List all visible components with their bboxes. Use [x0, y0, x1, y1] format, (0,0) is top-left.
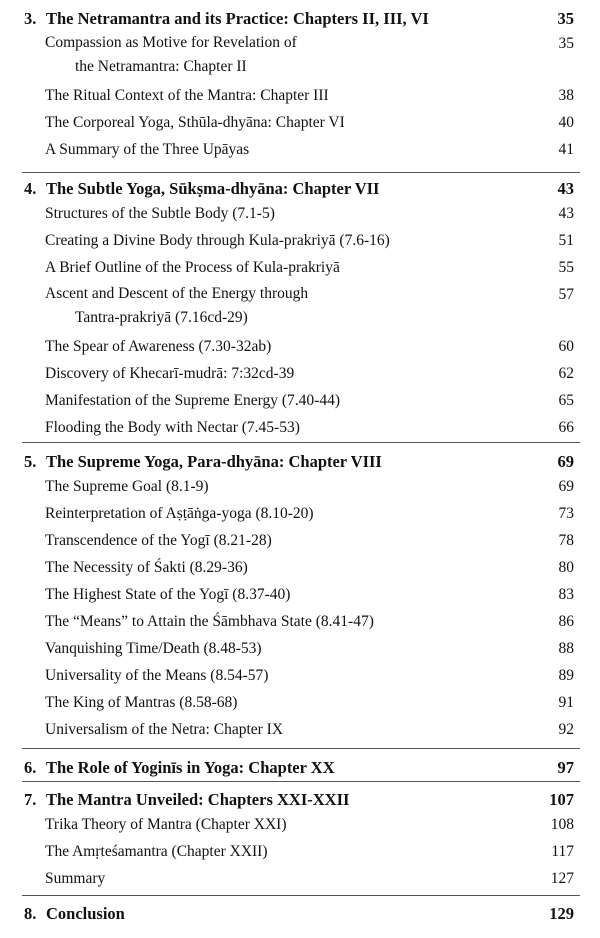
toc-entry [0, 333, 600, 360]
toc-entry [0, 109, 600, 136]
entry-title: The Highest State of the Yogī (8.37-40) [45, 586, 291, 603]
page-number: 117 [551, 843, 574, 860]
page-number: 69 [558, 478, 574, 495]
toc-entry [0, 865, 600, 892]
entry-title: The Necessity of Śakti (8.29-36) [45, 559, 248, 576]
chapter-number: 4. [24, 179, 37, 198]
chapter-title: The Supreme Yoga, Para-dhyāna: Chapter VIII [46, 452, 382, 471]
page-number: 91 [558, 694, 574, 711]
toc-entry [0, 716, 600, 743]
page-number: 35 [558, 35, 574, 52]
page-number: 57 [558, 286, 574, 303]
page-number: 51 [558, 232, 574, 249]
entry-title: The “Means” to Attain the Śāmbhava State (8.41-47) [45, 613, 374, 630]
page-number: 65 [558, 392, 574, 409]
toc-entry [0, 662, 600, 689]
page-number: 43 [557, 179, 574, 198]
entry-title: Creating a Divine Body through Kula-prakriyā (7.6-16) [45, 232, 390, 249]
page-number: 88 [558, 640, 574, 657]
chapter-title: The Role of Yoginīs in Yoga: Chapter XX [46, 758, 335, 777]
chapter-number: 8. [24, 904, 37, 923]
entry-title: The Spear of Awareness (7.30-32ab) [45, 338, 272, 355]
toc-entry [0, 82, 600, 109]
entry-title: The Supreme Goal (8.1-9) [45, 478, 209, 495]
chapter-heading [0, 443, 600, 473]
toc-entry [0, 500, 600, 527]
entry-title: Discovery of Khecarī-mudrā: 7:32cd-39 [45, 365, 295, 382]
entry-title: The Ritual Context of the Mantra: Chapter III [45, 87, 329, 104]
toc-entry [0, 689, 600, 716]
entry-title: A Summary of the Three Upāyas [45, 141, 250, 158]
chapter-number: 5. [24, 452, 37, 471]
entry-title: Universality of the Means (8.54-57) [45, 667, 269, 684]
page-number: 107 [549, 790, 574, 809]
page-number: 83 [558, 586, 574, 603]
entry-title: The King of Mantras (8.58-68) [45, 694, 238, 711]
entry-title: Reinterpretation of Aṣṭāṅga-yoga (8.10-20) [45, 505, 314, 522]
toc-entry [0, 136, 600, 163]
toc-entry [0, 387, 600, 414]
toc-entry [0, 554, 600, 581]
page-number: 69 [557, 452, 574, 471]
page-number: 43 [558, 205, 574, 222]
toc-entry [0, 414, 600, 441]
chapter-number: 3. [24, 9, 37, 28]
entry-title-continuation: Tantra-prakriyā (7.16cd-29) [75, 309, 248, 326]
entry-title-continuation: the Netramantra: Chapter II [75, 58, 247, 75]
entry-title: Flooding the Body with Nectar (7.45-53) [45, 419, 300, 436]
toc-chapter [0, 0, 600, 163]
toc-chapter [0, 170, 600, 441]
page-number: 129 [549, 904, 574, 923]
chapter-number: 6. [24, 758, 37, 777]
toc-entry [0, 200, 600, 227]
chapter-title: The Mantra Unveiled: Chapters XXI-XXII [46, 790, 350, 809]
page-number: 80 [558, 559, 574, 576]
entry-title: Universalism of the Netra: Chapter IX [45, 721, 284, 738]
page-number: 40 [558, 114, 574, 131]
toc-entry [0, 635, 600, 662]
entry-title: Vanquishing Time/Death (8.48-53) [45, 640, 262, 657]
entry-title: A Brief Outline of the Process of Kula-prakriyā [45, 259, 340, 276]
entry-title: Summary [45, 870, 106, 887]
toc-entry [0, 360, 600, 387]
chapter-heading [0, 170, 600, 200]
entry-title: The Amṛteśamantra (Chapter XXII) [45, 843, 268, 860]
toc-entry [0, 811, 600, 838]
entry-title: The Corporeal Yoga, Sthūla-dhyāna: Chapter VI [45, 114, 345, 131]
chapter-number: 7. [24, 790, 37, 809]
toc-entry [0, 838, 600, 865]
toc-entry [0, 608, 600, 635]
chapter-heading [0, 749, 600, 779]
page-number: 73 [558, 505, 574, 522]
chapter-title: The Netramantra and its Practice: Chapters II, III, VI [46, 9, 429, 28]
chapter-title: Conclusion [46, 904, 125, 923]
page-number: 66 [558, 419, 574, 436]
toc-entry [0, 281, 600, 333]
page-number: 108 [550, 816, 574, 833]
page-number: 97 [557, 758, 574, 777]
entry-title-line: Compassion as Motive for Revelation of [45, 34, 297, 51]
chapter-heading [0, 0, 600, 30]
toc-entry [0, 527, 600, 554]
page-number: 60 [558, 338, 574, 355]
entry-title: Manifestation of the Supreme Energy (7.40-44) [45, 392, 340, 409]
toc-chapter [0, 895, 600, 925]
toc-entry [0, 254, 600, 281]
page-number: 62 [558, 365, 574, 382]
page-number: 127 [550, 870, 574, 887]
toc-chapter [0, 443, 600, 743]
toc-entry [0, 581, 600, 608]
page-number: 78 [558, 532, 574, 549]
entry-title [45, 282, 308, 330]
chapter-heading [0, 895, 600, 925]
toc-entry [0, 227, 600, 254]
page-number: 55 [558, 259, 574, 276]
toc-chapter [0, 749, 600, 779]
entry-title: Structures of the Subtle Body (7.1-5) [45, 205, 275, 222]
page-number: 89 [558, 667, 574, 684]
page-number: 92 [558, 721, 574, 738]
toc-chapter [0, 781, 600, 892]
chapter-heading [0, 781, 600, 811]
entry-title [45, 31, 297, 79]
page-number: 35 [557, 9, 574, 28]
page-number: 38 [558, 87, 574, 104]
toc-entry [0, 30, 600, 82]
entry-title: Trika Theory of Mantra (Chapter XXI) [45, 816, 287, 833]
entry-title: Transcendence of the Yogī (8.21-28) [45, 532, 272, 549]
chapter-title: The Subtle Yoga, Sūkṣma-dhyāna: Chapter VII [46, 179, 380, 198]
entry-title-line: Ascent and Descent of the Energy through [45, 285, 309, 302]
page-number: 86 [558, 613, 574, 630]
toc-entry [0, 473, 600, 500]
page-number: 41 [558, 141, 574, 158]
